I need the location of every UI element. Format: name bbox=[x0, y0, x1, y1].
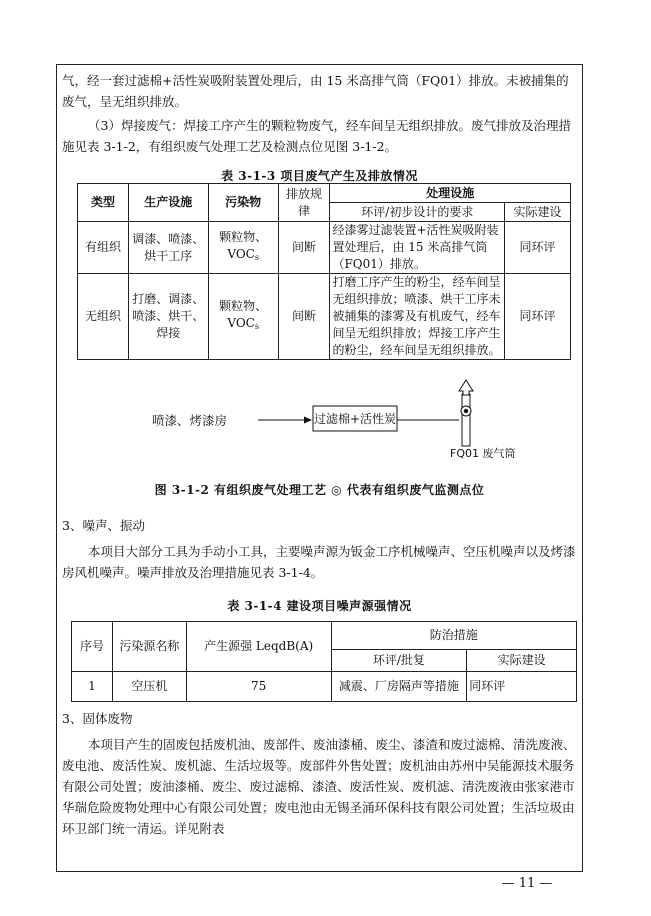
cell-pollutant: 颗粒物、$VOC_s$ bbox=[208, 274, 278, 360]
cell-no: 1 bbox=[72, 672, 113, 702]
exhaust-stack bbox=[462, 394, 470, 446]
header-actual: 实际建设 bbox=[505, 203, 571, 222]
header-facility: 生产设施 bbox=[128, 184, 208, 222]
solid-waste-paragraph: 本项目产生的固废包括废机油、废部件、废油漆桶、废尘、漆渣和废过滤棉、清洗废液、废电池、废活性炭、废机滤、生活垃圾等。废部件外售处置；废机油由苏州中吴能源技术服务有限公司处置；废油漆桶、废尘、废过滤棉、漆渣、废活性炭、废机滤、清洗废液由张家港市华瑞危险废物处理中心有限公司处置；废电池由无锡圣涌环保科技有限公司处置；生活垃圾由环卫部门统一清运。详见附表 bbox=[62, 737, 576, 836]
header-type: 类型 bbox=[78, 184, 129, 222]
table-314-caption: 表 3-1-4 建设项目噪声源强情况 bbox=[227, 599, 412, 613]
page-number: — 11 — bbox=[501, 876, 553, 891]
up-arrow-icon bbox=[459, 380, 473, 395]
table-313-caption: 表 3-1-3 项目废气产生及排放情况 bbox=[221, 169, 418, 183]
cell-eia: 经漆雾过滤装置+活性炭吸附装置处理后，由 15 米高排气筒（FQ01）排放。 bbox=[330, 222, 505, 274]
header-discharge: 排放规律 bbox=[278, 184, 330, 222]
cell-type: 有组织 bbox=[78, 222, 129, 274]
header-measures: 防治措施 bbox=[331, 622, 576, 650]
cell-discharge: 间断 bbox=[278, 274, 330, 360]
flow-arrowhead-1 bbox=[304, 417, 312, 424]
table-row bbox=[72, 672, 577, 702]
header-treatment: 处理设施 bbox=[330, 184, 571, 203]
cell-actual: 同环评 bbox=[505, 274, 571, 360]
header-eia: 环评/批复 bbox=[331, 650, 467, 672]
table-313 bbox=[77, 183, 571, 360]
header-source: 污染源名称 bbox=[112, 622, 186, 672]
solid-waste-heading: 3、固体废物 bbox=[62, 711, 133, 726]
process-label: 过滤棉+活性炭 bbox=[313, 412, 397, 426]
noise-heading: 3、噪声、振动 bbox=[62, 518, 145, 533]
header-eia: 环评/初步设计的要求 bbox=[330, 203, 505, 222]
cell-pollutant: 颗粒物、$VOC_s$ bbox=[208, 222, 278, 274]
cell-facility: 调漆、喷漆、烘干工序 bbox=[128, 222, 208, 274]
table-314 bbox=[71, 621, 577, 702]
intro-paragraph: 气，经一套过滤棉+活性炭吸附装置处理后，由 15 米高排气筒（FQ01）排放。未被捕集的废气，呈无组织排放。 bbox=[62, 73, 569, 109]
header-actual: 实际建设 bbox=[467, 650, 577, 672]
cell-eia: 打磨工序产生的粉尘，经车间呈无组织排放；喷漆、烘干工序未被捕集的漆雾及有机废气，经车间呈无组织排放；焊接工序产生的粉尘，经车间呈无组织排放。 bbox=[330, 274, 505, 360]
figure-caption: 图 3-1-2 有组织废气处理工艺 ◎ 代表有组织废气监测点位 bbox=[154, 483, 485, 497]
cell-level: 75 bbox=[186, 672, 331, 702]
header-no: 序号 bbox=[72, 622, 113, 672]
cell-discharge: 间断 bbox=[278, 222, 330, 274]
table-row bbox=[78, 274, 571, 360]
cell-eia: 减震、厂房隔声等措施 bbox=[331, 672, 467, 702]
header-level: 产生源强 LeqdB(A) bbox=[186, 622, 331, 672]
cell-facility: 打磨、调漆、喷漆、烘干、焊接 bbox=[128, 274, 208, 360]
process-diagram bbox=[150, 378, 530, 460]
monitor-point-dot bbox=[464, 409, 468, 413]
outlet-label: FQ01 废气筒 bbox=[450, 447, 516, 460]
cell-actual: 同环评 bbox=[505, 222, 571, 274]
welding-paragraph: （3）焊接废气：焊接工序产生的颗粒物废气，经车间呈无组织排放。废气排放及治理措施见表 3-1-2，有组织废气处理工艺及检测点位见图 3-1-2。 bbox=[62, 118, 571, 154]
cell-actual: 同环评 bbox=[467, 672, 577, 702]
cell-type: 无组织 bbox=[78, 274, 129, 360]
table-row bbox=[78, 222, 571, 274]
cell-source: 空压机 bbox=[112, 672, 186, 702]
noise-paragraph: 本项目大部分工具为手动小工具，主要噪声源为钣金工序机械噪声、空压机噪声以及烤漆房风机噪声。噪声排放及治理措施见表 3-1-4。 bbox=[62, 544, 576, 580]
diagram-source-label: 喷漆、烤漆房 bbox=[152, 413, 228, 428]
header-pollutant: 污染物 bbox=[208, 184, 278, 222]
